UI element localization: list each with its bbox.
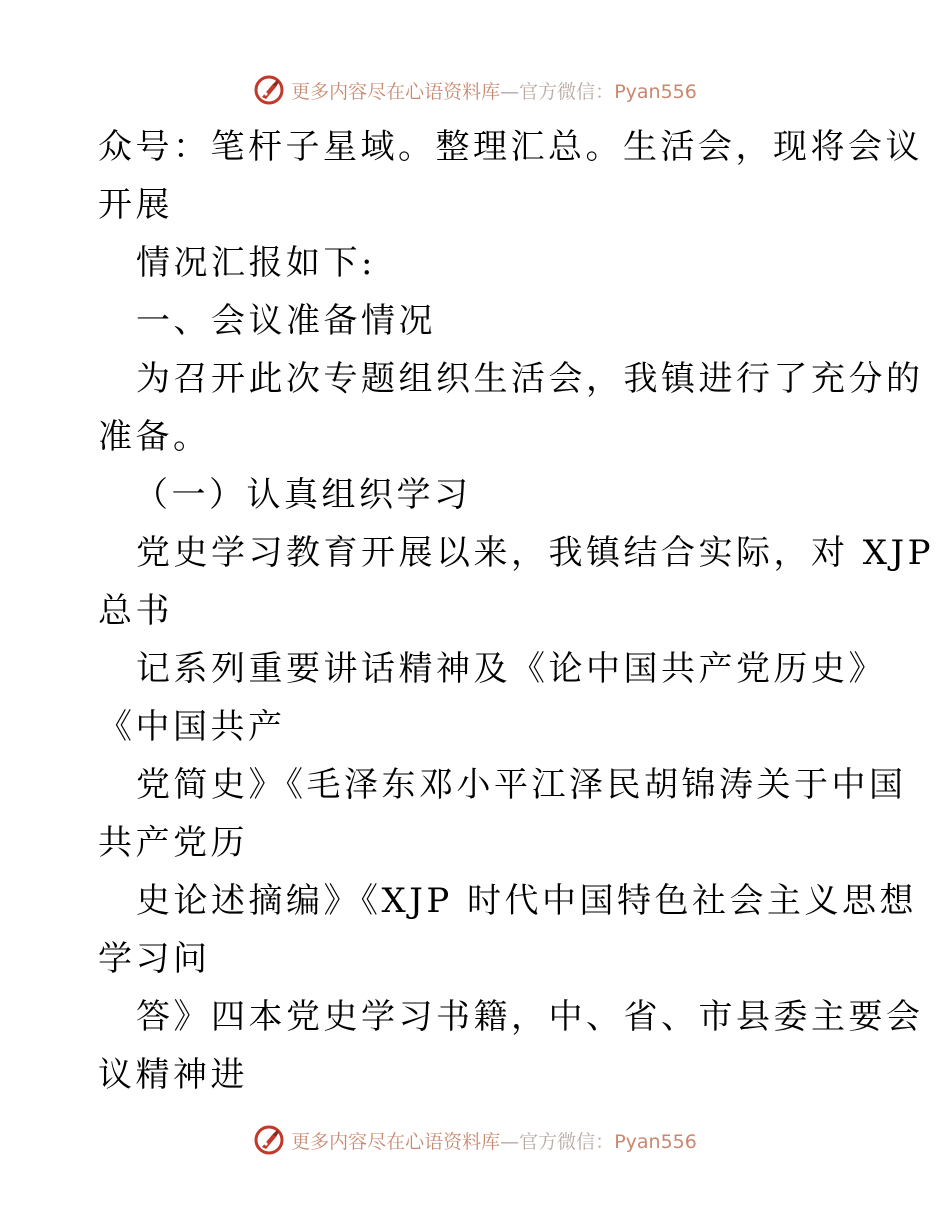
banner-main-text: 更多内容尽在心语资料库 <box>291 80 501 103</box>
banner-text <box>291 77 697 104</box>
footer-banner <box>0 1120 950 1160</box>
footer-banner-inner <box>253 1124 697 1156</box>
text-line: 史论述摘编》《XJP 时代中国特色社会主义思想 <box>136 881 918 921</box>
text-line: 答》四本党史学习书籍，中、省、市县委主要会 <box>136 997 924 1037</box>
banner-main-text: 更多内容尽在心语资料库 <box>291 1130 501 1153</box>
document-body <box>98 118 935 1104</box>
text-line: 准备。 <box>98 417 211 457</box>
text-line: 总书 <box>98 591 173 631</box>
text-line: 记系列重要讲话精神及《论中国共产党历史》 <box>136 649 886 689</box>
banner-wechat-label: 官方微信： <box>519 1130 615 1153</box>
text-line: 《中国共产 <box>98 707 286 747</box>
text-line: 为召开此次专题组织生活会，我镇进行了充分的 <box>136 359 924 399</box>
text-line: 共产党历 <box>98 823 248 863</box>
text-line: 情况汇报如下: <box>136 243 376 283</box>
banner-separator: — <box>500 1130 520 1153</box>
banner-wechat-label: 官方微信： <box>519 80 615 103</box>
banner-separator: — <box>500 80 520 103</box>
text-line: 众号：笔杆子星域。整理汇总。生活会，现将会议 <box>98 127 923 167</box>
text-line: 议精神进 <box>98 1055 248 1095</box>
banner-text <box>291 1127 697 1154</box>
banner-wechat-id: Pyan556 <box>614 1130 697 1153</box>
text-line: 党简史》《毛泽东邓小平江泽民胡锦涛关于中国 <box>136 765 907 805</box>
section-heading: 一、会议准备情况 <box>136 301 436 341</box>
text-line: 开展 <box>98 185 173 225</box>
pen-nib-logo-icon <box>253 1124 285 1156</box>
text-line: 党史学习教育开展以来，我镇结合实际，对 XJP <box>136 533 935 573</box>
text-line: 学习问 <box>98 939 211 979</box>
header-banner <box>0 70 950 110</box>
banner-wechat-id: Pyan556 <box>614 80 697 103</box>
header-banner-inner <box>253 74 697 106</box>
pen-nib-logo-icon <box>253 74 285 106</box>
subsection-heading: （一）认真组织学习 <box>134 475 472 515</box>
